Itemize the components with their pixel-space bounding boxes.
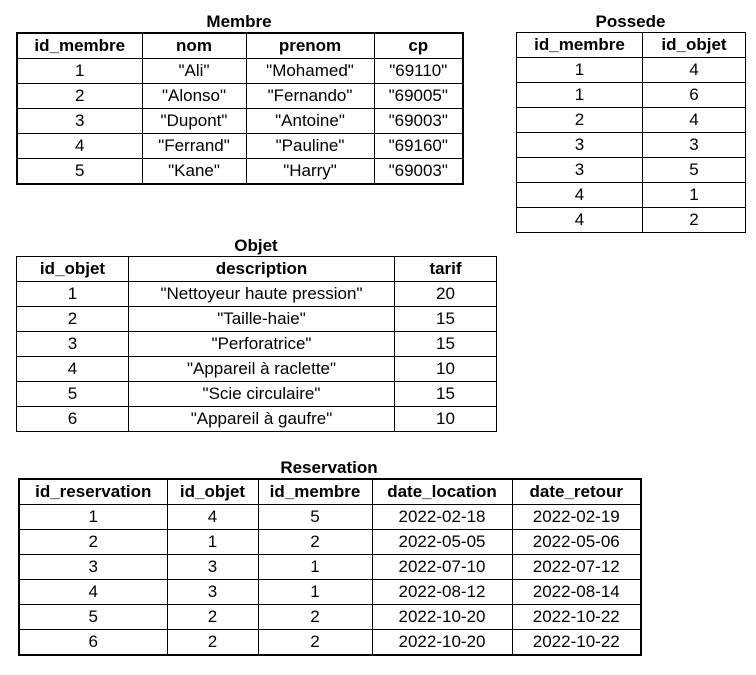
table-cell: "69003": [374, 109, 463, 134]
table-row: [17, 332, 497, 357]
objet-table: [16, 256, 497, 432]
table-cell: 4: [17, 134, 142, 159]
table-cell: 2: [643, 208, 746, 233]
table-cell: 2022-02-18: [372, 505, 512, 530]
reservation-table: [18, 478, 642, 656]
reservation-col-header: date_retour: [512, 479, 641, 505]
reservation-col-header: id_reservation: [19, 479, 167, 505]
table-cell: 3: [643, 133, 746, 158]
table-cell: 3: [17, 109, 142, 134]
table-cell: 6: [643, 83, 746, 108]
table-row: [19, 505, 641, 530]
table-cell: 1: [19, 505, 167, 530]
table-cell: 3: [167, 580, 258, 605]
table-row: [517, 208, 746, 233]
table-cell: 2: [258, 605, 372, 630]
table-row: [17, 134, 463, 159]
table-cell: "Dupont": [142, 109, 246, 134]
table-cell: 2: [17, 307, 129, 332]
table-cell: 3: [19, 555, 167, 580]
reservation-table-title: Reservation: [280, 458, 378, 477]
table-cell: "Ferrand": [142, 134, 246, 159]
table-cell: 3: [517, 133, 643, 158]
table-cell: "Pauline": [246, 134, 374, 159]
table-cell: 1: [643, 183, 746, 208]
table-cell: 2022-02-19: [512, 505, 641, 530]
table-cell: "Kane": [142, 159, 246, 185]
table-row: [517, 183, 746, 208]
table-row: [17, 382, 497, 407]
table-cell: "69003": [374, 159, 463, 185]
table-cell: 2022-07-10: [372, 555, 512, 580]
table-row: [17, 307, 497, 332]
objet-table-title: Objet: [234, 236, 278, 255]
possede-header-row: [517, 33, 746, 58]
table-cell: 10: [395, 357, 497, 382]
table-cell: 2022-07-12: [512, 555, 641, 580]
table-cell: 3: [517, 158, 643, 183]
objet-col-header: id_objet: [17, 257, 129, 282]
table-row: [19, 580, 641, 605]
table-cell: "Appareil à gaufre": [129, 407, 395, 432]
table-cell: "69005": [374, 84, 463, 109]
table-cell: 3: [17, 332, 129, 357]
table-cell: "Appareil à raclette": [129, 357, 395, 382]
table-cell: 4: [167, 505, 258, 530]
table-cell: "69160": [374, 134, 463, 159]
table-cell: 15: [395, 307, 497, 332]
table-cell: 4: [517, 208, 643, 233]
possede-col-header: id_membre: [517, 33, 643, 58]
reservation-col-header: id_membre: [258, 479, 372, 505]
objet-col-header: description: [129, 257, 395, 282]
reservation-col-header: date_location: [372, 479, 512, 505]
table-cell: 2: [17, 84, 142, 109]
possede-col-header: id_objet: [643, 33, 746, 58]
table-cell: 4: [17, 357, 129, 382]
table-cell: "Ali": [142, 59, 246, 84]
table-cell: "Alonso": [142, 84, 246, 109]
table-cell: 2: [517, 108, 643, 133]
objet-col-header: tarif: [395, 257, 497, 282]
table-cell: 2022-05-05: [372, 530, 512, 555]
table-cell: 2022-10-20: [372, 605, 512, 630]
table-cell: 6: [17, 407, 129, 432]
table-cell: 2022-10-22: [512, 605, 641, 630]
table-row: [17, 159, 463, 185]
table-cell: 1: [517, 58, 643, 83]
table-cell: "Mohamed": [246, 59, 374, 84]
table-cell: 2022-10-22: [512, 630, 641, 656]
table-cell: 4: [19, 580, 167, 605]
table-cell: 2: [19, 530, 167, 555]
table-cell: 5: [258, 505, 372, 530]
table-cell: "Antoine": [246, 109, 374, 134]
table-cell: 5: [17, 382, 129, 407]
table-cell: 3: [167, 555, 258, 580]
table-cell: 4: [643, 58, 746, 83]
table-cell: 4: [643, 108, 746, 133]
objet-header-row: [17, 257, 497, 282]
reservation-header-row: [19, 479, 641, 505]
reservation-col-header: id_objet: [167, 479, 258, 505]
table-cell: 2: [258, 530, 372, 555]
table-row: [19, 605, 641, 630]
table-cell: 5: [643, 158, 746, 183]
table-cell: "Harry": [246, 159, 374, 185]
table-cell: 6: [19, 630, 167, 656]
possede-table-title: Possede: [595, 12, 666, 31]
table-cell: 5: [17, 159, 142, 185]
table-cell: 2: [167, 630, 258, 656]
table-cell: 5: [19, 605, 167, 630]
membre-header-row: [17, 33, 463, 59]
table-cell: 2: [167, 605, 258, 630]
table-cell: 1: [258, 555, 372, 580]
possede-table: [516, 32, 746, 233]
table-cell: 20: [395, 282, 497, 307]
table-cell: 1: [258, 580, 372, 605]
table-row: [17, 357, 497, 382]
objet-table-block: [16, 236, 496, 432]
table-row: [19, 630, 641, 656]
table-row: [517, 108, 746, 133]
table-row: [517, 158, 746, 183]
table-row: [17, 84, 463, 109]
table-cell: 15: [395, 382, 497, 407]
table-cell: 1: [517, 83, 643, 108]
table-row: [17, 59, 463, 84]
table-row: [19, 555, 641, 580]
table-row: [17, 407, 497, 432]
membre-col-header: cp: [374, 33, 463, 59]
table-cell: 1: [17, 282, 129, 307]
membre-col-header: prenom: [246, 33, 374, 59]
membre-table: [16, 32, 464, 185]
table-cell: 2022-10-20: [372, 630, 512, 656]
table-cell: "69110": [374, 59, 463, 84]
table-cell: 2022-08-14: [512, 580, 641, 605]
membre-table-block: [16, 12, 462, 185]
table-row: [517, 58, 746, 83]
table-cell: "Nettoyeur haute pression": [129, 282, 395, 307]
table-cell: 1: [17, 59, 142, 84]
membre-col-header: nom: [142, 33, 246, 59]
table-cell: "Taille-haie": [129, 307, 395, 332]
table-cell: 2022-08-12: [372, 580, 512, 605]
table-cell: 2022-05-06: [512, 530, 641, 555]
table-row: [17, 109, 463, 134]
table-row: [19, 530, 641, 555]
table-cell: "Scie circulaire": [129, 382, 395, 407]
table-cell: 4: [517, 183, 643, 208]
table-row: [517, 133, 746, 158]
table-row: [517, 83, 746, 108]
table-cell: "Fernando": [246, 84, 374, 109]
table-cell: 15: [395, 332, 497, 357]
table-row: [17, 282, 497, 307]
membre-col-header: id_membre: [17, 33, 142, 59]
reservation-table-block: [18, 458, 640, 656]
table-cell: 2: [258, 630, 372, 656]
table-cell: 10: [395, 407, 497, 432]
table-cell: "Perforatrice": [129, 332, 395, 357]
membre-table-title: Membre: [206, 12, 272, 31]
table-cell: 1: [167, 530, 258, 555]
possede-table-block: [516, 12, 745, 233]
